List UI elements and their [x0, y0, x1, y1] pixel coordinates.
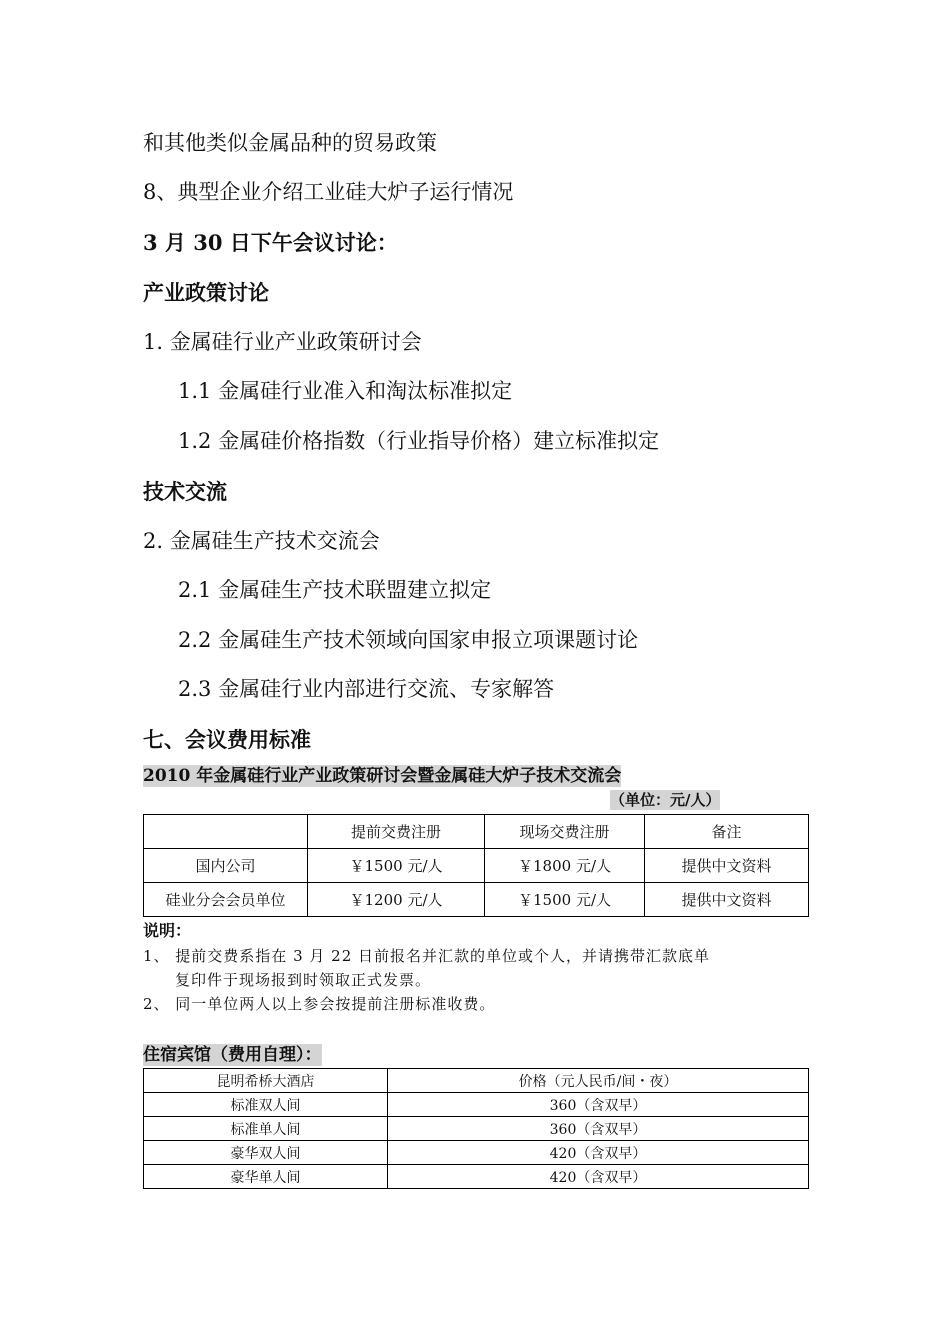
hotel-title: 住宿宾馆（费用自理）：	[143, 1045, 322, 1065]
section-heading-fee: 七、会议费用标准	[143, 727, 311, 752]
hotel-table	[143, 1068, 809, 1189]
fee-table-title: 2010 年金属硅行业产业政策研讨会暨金属硅大炉子技术交流会	[143, 766, 622, 786]
fee-unit-label: （单位：元/人）	[610, 791, 721, 809]
table-cell: 提供中文资料	[645, 849, 809, 883]
table-cell: 420（含双早）	[388, 1141, 809, 1165]
table-row	[144, 849, 809, 883]
table-cell: ￥1200 元/人	[308, 883, 485, 917]
table-cell: ￥1500 元/人	[485, 883, 645, 917]
agenda-item-2-3: 2.3 金属硅行业内部进行交流、专家解答	[178, 677, 555, 701]
table-cell: 标准双人间	[144, 1093, 388, 1117]
table-cell: ￥1800 元/人	[485, 849, 645, 883]
table-header-row	[144, 1069, 809, 1093]
table-cell: 豪华单人间	[144, 1165, 388, 1189]
table-header-cell: 备注	[645, 815, 809, 849]
table-row	[144, 1165, 809, 1189]
fee-table	[143, 814, 809, 917]
agenda-item-2-1: 2.1 金属硅生产技术联盟建立拟定	[178, 578, 492, 602]
table-header-cell: 昆明希桥大酒店	[144, 1069, 388, 1093]
table-header-cell: 价格（元人民币/间・夜）	[388, 1069, 809, 1093]
text-line: 和其他类似金属品种的贸易政策	[143, 131, 437, 155]
table-row	[144, 1093, 809, 1117]
table-cell: ￥1500 元/人	[308, 849, 485, 883]
table-cell: 标准单人间	[144, 1117, 388, 1141]
section-heading-tech: 技术交流	[143, 479, 227, 504]
agenda-item-2: 2. 金属硅生产技术交流会	[143, 529, 380, 553]
table-row	[144, 1117, 809, 1141]
table-cell: 360（含双早）	[388, 1117, 809, 1141]
table-cell: 420（含双早）	[388, 1165, 809, 1189]
agenda-item-1-2: 1.2 金属硅价格指数（行业指导价格）建立标准拟定	[178, 429, 660, 453]
table-cell: 硅业分会会员单位	[144, 883, 308, 917]
section-heading-policy: 产业政策讨论	[143, 280, 269, 305]
table-header-row	[144, 815, 809, 849]
agenda-item-1: 1. 金属硅行业产业政策研讨会	[143, 330, 422, 354]
table-cell: 360（含双早）	[388, 1093, 809, 1117]
table-header-cell: 提前交费注册	[308, 815, 485, 849]
note-1: 1、 提前交费系指在 3 月 22 日前报名并汇款的单位或个人，并请携带汇款底单	[143, 947, 711, 965]
table-row	[144, 883, 809, 917]
agenda-item-8: 8、典型企业介绍工业硅大炉子运行情况	[143, 180, 514, 204]
note-2: 2、 同一单位两人以上参会按提前注册标准收费。	[143, 995, 496, 1013]
note-1-continued: 复印件于现场报到时领取正式发票。	[175, 971, 432, 989]
agenda-item-2-2: 2.2 金属硅生产技术领域向国家申报立项课题讨论	[178, 628, 639, 652]
agenda-item-1-1: 1.1 金属硅行业准入和淘汰标准拟定	[178, 379, 513, 403]
table-cell: 豪华双人间	[144, 1141, 388, 1165]
table-cell: 提供中文资料	[645, 883, 809, 917]
section-heading-afternoon: 3 月 30 日下午会议讨论：	[143, 230, 398, 255]
table-header-cell: 现场交费注册	[485, 815, 645, 849]
notes-title: 说明：	[143, 921, 192, 940]
table-header-cell	[144, 815, 308, 849]
table-row	[144, 1141, 809, 1165]
table-cell: 国内公司	[144, 849, 308, 883]
